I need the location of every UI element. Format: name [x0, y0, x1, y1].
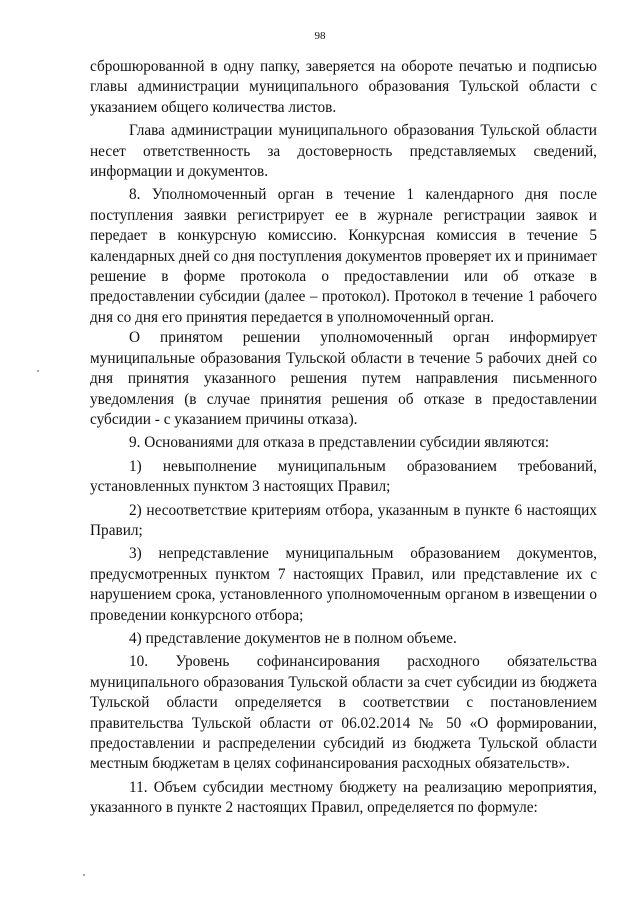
page-number: 98 [314, 30, 326, 42]
paragraph-9: 9. Основаниями для отказа в представлении субсидии являются: [129, 434, 550, 452]
list-item-9-1: 1) невыполнение муниципальным образованием требований, установленных пунктом 3 настоящих Правил; [90, 457, 597, 496]
list-item-9-4: 4) представление документов не в полном объеме. [129, 629, 457, 647]
scan-speck [83, 874, 85, 876]
paragraph-decision-notice: О принятом решении уполномоченный орган информирует муниципальные образования Тульской области в течение 5 рабочих дней со дня принятия указанного решения путем направления письменного уведомления (в случае принятия решения об отказе в предоставлении субсидии - с указанием причины отказа). [90, 329, 597, 428]
paragraph-8: 8. Уполномоченный орган в течение 1 календарного дня после поступления заявки регистрирует ее в журнале регистрации заявок и передает в конкурсную комиссию. Конкурсная комиссия в течение 5 календарных дней со дня поступления документов проверяет их и принимает решение в форме протокола о предоставлении или об отказе в предоставлении субсидии (далее – протокол). Протокол в течение 1 рабочего дня со дня его принятия передается в уполномоченный орган. [90, 186, 597, 326]
paragraph-10: 10. Уровень софинансирования расходного обязательства муниципального образования Тульской области за счет субсидии из бюджета Тульской области определяется в соответствии с постановлением правительства Тульской области от 06.02.2014 № 50 «О формировании, предоставлении и распределении субсидий из бюджета Тульской области местным бюджетам в целях софинансирования расходных обязательств». [90, 653, 597, 773]
document-body [90, 57, 597, 819]
scan-speck [37, 370, 39, 372]
paragraph-continuation: сброшюрованной в одну папку, заверяется на обороте печатью и подписью главы администрации муниципального образования Тульской области с указанием общего количества листов. [90, 58, 597, 116]
paragraph-responsibility: Глава администрации муниципального образования Тульской области несет ответственность за достоверность представляемых сведений, информации и документов. [90, 122, 597, 181]
list-item-9-2: 2) несоответствие критериям отбора, указанным в пункте 6 настоящих Правил; [90, 501, 597, 539]
list-item-9-3: 3) непредставление муниципальным образованием документов, предусмотренных пунктом 7 настоящих Правил, или представление их с нарушением срока, установленного уполномоченным органом в извещении о проведении конкурсного отбора; [90, 545, 597, 624]
paragraph-11: 11. Объем субсидии местному бюджету на реализацию мероприятия, указанного в пункте 2 настоящих Правил, определяется по формуле: [90, 778, 597, 817]
